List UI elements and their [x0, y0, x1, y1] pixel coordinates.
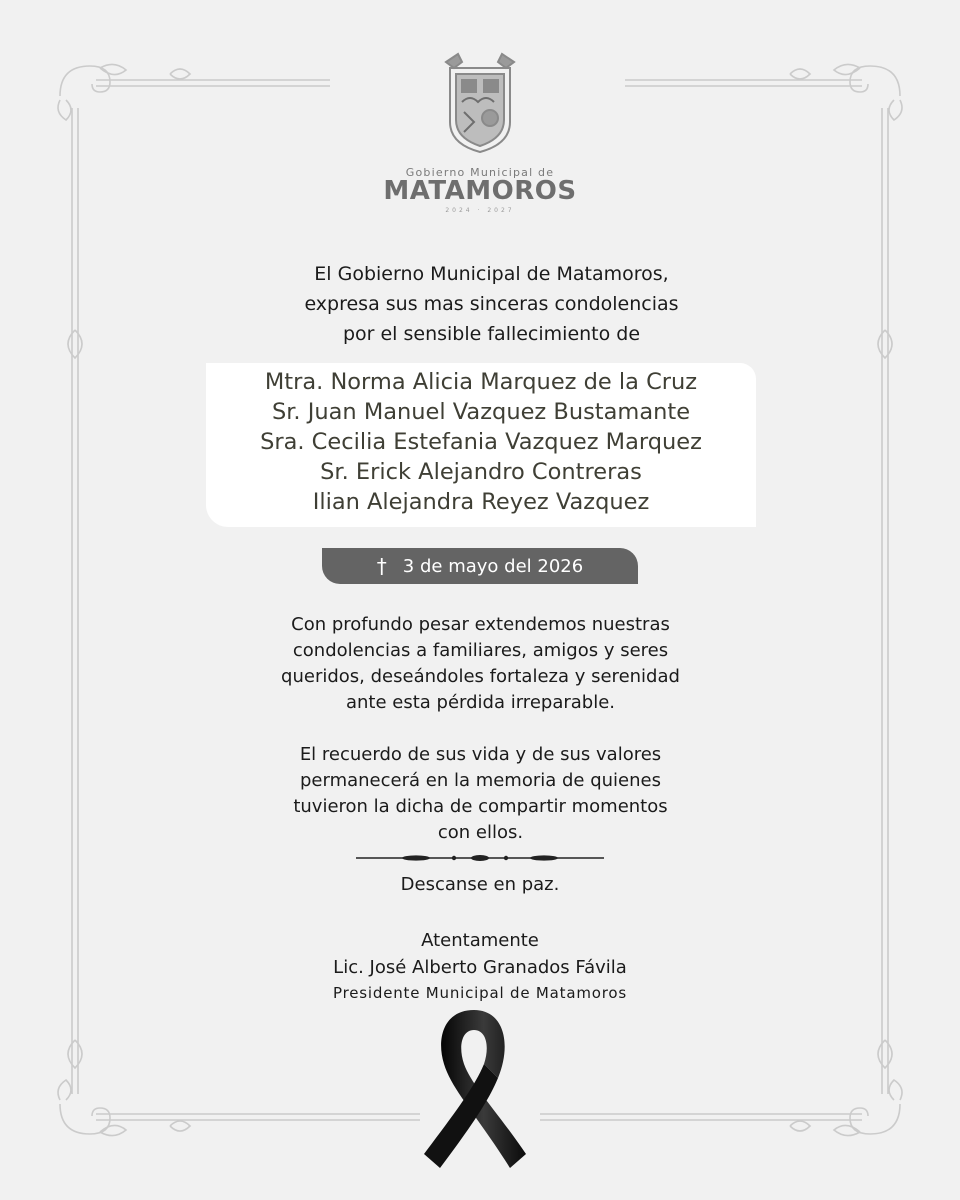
intro-line: por el sensible fallecimiento de: [342, 323, 641, 345]
administration-years: 2024 · 2027: [445, 207, 515, 214]
intro-text: [264, 259, 719, 349]
condolence-paragraph: [264, 612, 697, 716]
paragraph-line: condolencias a familiares, amigos y seres: [292, 640, 669, 661]
signatory-name: Lic. José Alberto Granados Fávila: [333, 957, 627, 978]
date-badge: [322, 548, 638, 584]
city-name: MATAMOROS: [383, 176, 577, 206]
signature-salutation: Atentamente: [421, 930, 539, 951]
paragraph-line: queridos, deseándoles fortaleza y serenidad: [281, 666, 680, 687]
deceased-name: Ilian Alejandra Reyez Vazquez: [312, 489, 650, 515]
mourning-ribbon-icon: [418, 1004, 530, 1176]
ornamental-divider: [356, 851, 604, 865]
paragraph-line: El recuerdo de sus vida y de sus valores: [299, 744, 662, 765]
paragraph-line: Con profundo pesar extendemos nuestras: [291, 614, 670, 635]
paragraph-line: permanecerá en la memoria de quienes: [299, 770, 661, 791]
deceased-name: Sr. Juan Manuel Vazquez Bustamante: [271, 399, 691, 425]
government-label: Gobierno Municipal de: [405, 166, 555, 179]
paragraph-line: tuvieron la dicha de compartir momentos: [293, 796, 668, 817]
date-text: 3 de mayo del 2026: [402, 555, 584, 577]
deceased-list: [206, 367, 756, 517]
intro-line: expresa sus mas sinceras condolencias: [304, 293, 679, 315]
matamoros-coat-of-arms: [432, 52, 528, 158]
signatory-title: Presidente Municipal de Matamoros: [333, 984, 627, 1002]
deceased-name: Sr. Erick Alejandro Contreras: [320, 459, 642, 485]
deceased-name: Mtra. Norma Alicia Marquez de la Cruz: [264, 369, 698, 395]
memory-paragraph: [264, 742, 697, 846]
intro-line: El Gobierno Municipal de Matamoros,: [314, 263, 669, 285]
paragraph-line: ante esta pérdida irreparable.: [345, 692, 615, 713]
cross-icon: †: [376, 554, 387, 578]
paragraph-line: con ellos.: [437, 822, 524, 843]
rest-in-peace: Descanse en paz.: [400, 874, 560, 895]
deceased-name: Sra. Cecilia Estefania Vazquez Marquez: [260, 429, 702, 455]
